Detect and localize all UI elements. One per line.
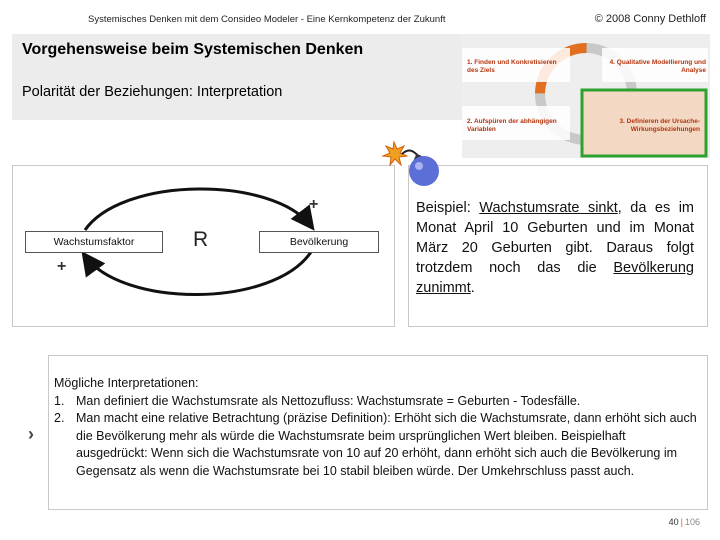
total-pages: 106 — [684, 517, 700, 527]
interpretations-heading: Mögliche Interpretationen: — [54, 376, 199, 390]
header-subtitle: Systemisches Denken mit dem Consideo Modeler - Eine Kernkompetenz der Zukunft — [88, 14, 446, 25]
variable-wachstumsfaktor: Wachstumsfaktor — [25, 231, 163, 253]
page-separator: | — [680, 517, 683, 527]
header-copyright: © 2008 Conny Dethloff — [594, 13, 706, 25]
process-map — [462, 34, 710, 158]
slide-title: Vorgehensweise beim Systemischen Denken — [22, 41, 364, 58]
example-highlight-bevoelkerung: Bevölkerung zunimmt — [416, 260, 694, 296]
slide-subtitle: Polarität der Beziehungen: Interpretation — [22, 84, 283, 100]
interpretation-item — [54, 410, 699, 480]
example-highlight-wachstumsrate: Wachstumsrate sinkt — [479, 200, 618, 216]
interpretations-list — [54, 375, 699, 480]
item-number: 1. — [54, 393, 65, 408]
causal-loop-diagram — [12, 165, 395, 327]
item-text: Man definiert die Wachstumsrate als Nettozufluss: Wachstumsrate = Geburten - Todesfälle. — [76, 393, 581, 408]
process-map-graphic — [462, 34, 710, 158]
item-number: 2. — [54, 411, 65, 425]
example-part-5: . — [470, 280, 475, 296]
page-number — [669, 517, 700, 527]
process-step-4: 4. Qualitative Modellierung und Analyse — [609, 59, 706, 74]
bomb-icon — [380, 138, 444, 190]
example-text — [416, 198, 694, 298]
reinforcing-loop-label: R — [193, 228, 209, 251]
item-text: Man macht eine relative Betrachtung (präzise Definition): Erhöht sich die Wachstumsrate, dann erhöht sich auch die Bevölkerung mehr als würde die Wachstumsrate beim ursprünglichen Wert bleiben. Beispielhaft ausgedrückt: Wenn sich die Wachstumsrate von 10 auf 20 erhöht, dann erhöht sich auch die Bevölkerung im Gegensatz als wenn die Wachstumsrate bei 10 stabil bleiben würde. Der Umkehrschluss passt auch. — [76, 411, 697, 478]
polarity-sign-top: + — [309, 196, 319, 213]
example-part-1: Beispiel: — [416, 200, 480, 216]
example-part-3: , da es im Monat April 10 Geburten und im Monat März 20 Geburten gibt. Daraus folgt trotzdem noch das die — [416, 200, 694, 276]
process-step-3: 3. Definieren der Ursache-Wirkungsbeziehungen — [619, 118, 700, 133]
process-step-1: 1. Finden und Konkretisieren des Ziels — [467, 59, 557, 74]
interpretation-item — [54, 393, 699, 411]
process-step-2: 2. Aufspüren der abhängigen Variablen — [467, 118, 557, 133]
slide-header — [0, 0, 720, 30]
chevron-right-icon: › — [28, 424, 34, 444]
polarity-sign-bottom: + — [57, 258, 67, 275]
current-page: 40 — [668, 517, 679, 527]
variable-bevoelkerung: Bevölkerung — [259, 231, 379, 253]
